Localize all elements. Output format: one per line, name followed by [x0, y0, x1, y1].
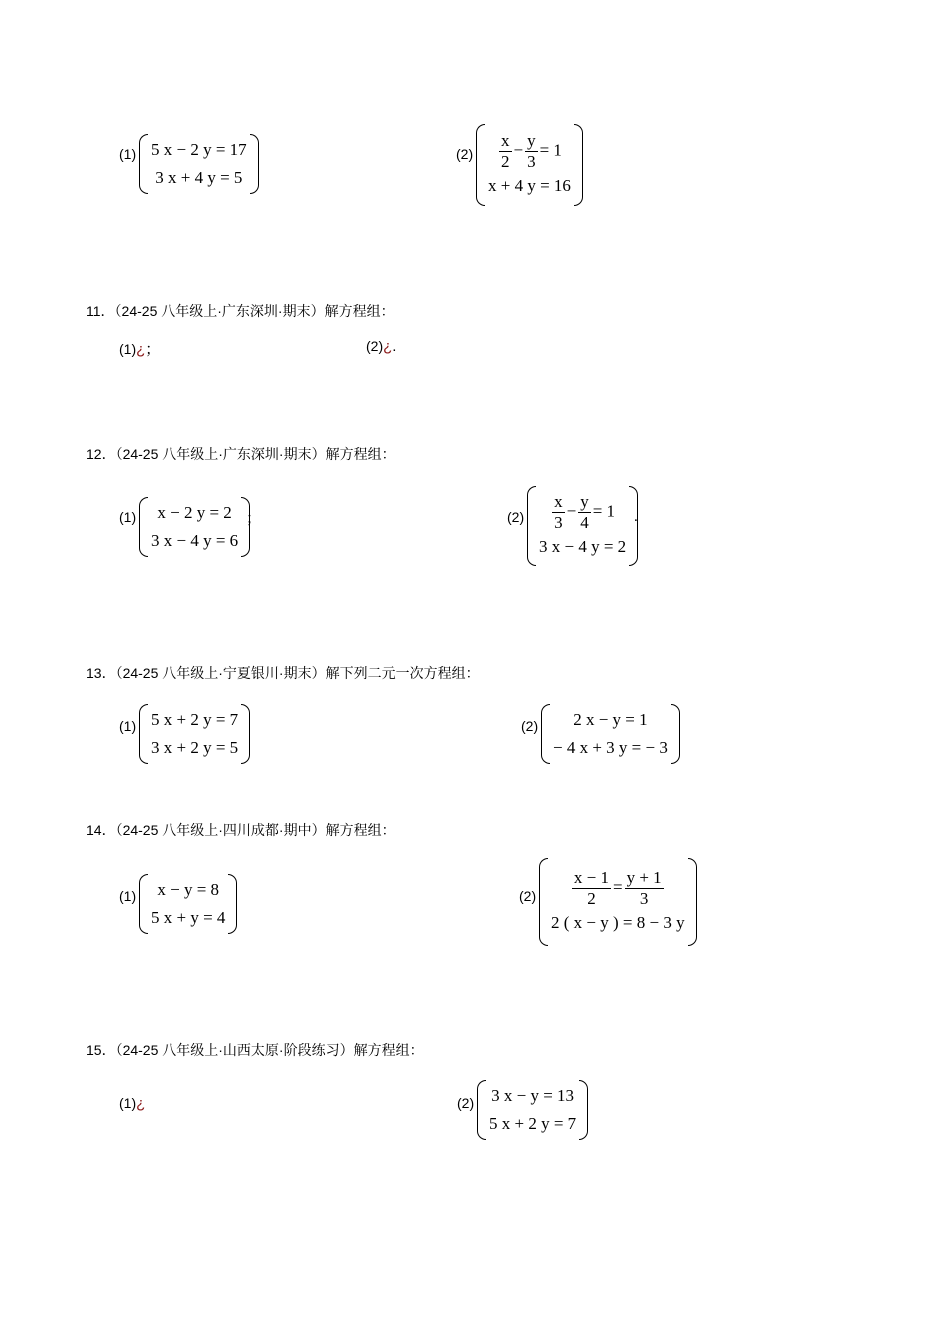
equation: 3 x + 2 y = 5 — [151, 738, 239, 757]
fraction: $\frac{x}{3}$ — [554, 491, 563, 532]
right-paren — [241, 704, 250, 764]
question-text: （24-25 八年级上·广东深圳·期末）解方程组： — [114, 303, 395, 319]
top-part2-label: (2) — [456, 146, 474, 162]
question-text: （24-25 八年级上·宁夏银川·期末）解下列二元一次方程组： — [115, 665, 480, 681]
equation: $\frac{x}{3}$ − $\frac{y}{4}$ = 1 — [554, 491, 616, 532]
equation: 3 x − 4 y = 2 — [539, 536, 627, 556]
question-14-header — [86, 820, 396, 840]
q11-part1: (1)¿； — [119, 341, 161, 358]
q12-part1-system — [139, 497, 250, 557]
equation: 3 x − y = 13 — [491, 1086, 575, 1105]
q15-part2-system — [477, 1080, 588, 1140]
equation: 5 x + 2 y = 7 — [151, 710, 239, 729]
equation: 5 x + y = 4 — [151, 908, 226, 927]
right-paren — [579, 1080, 588, 1140]
top-part2-system — [476, 124, 583, 206]
left-brace — [139, 874, 148, 934]
right-paren — [629, 486, 638, 566]
left-brace — [541, 704, 550, 764]
fraction: $\frac{x}{2}$ — [501, 130, 510, 171]
question-number: 14． — [86, 822, 116, 838]
left-brace — [527, 486, 536, 566]
fraction: $\frac{x - 1}{2}$ — [573, 867, 609, 908]
q13-part2-system — [541, 704, 680, 764]
q14-part1-system — [139, 874, 237, 934]
q15-part1: (1)¿ — [119, 1095, 146, 1112]
right-paren — [250, 134, 259, 194]
equation: x + 4 y = 16 — [488, 175, 571, 195]
question-15-header — [86, 1040, 424, 1060]
right-paren — [574, 124, 583, 206]
equation: 2 x − y = 1 — [573, 710, 648, 729]
fraction: $\frac{y}{4}$ — [580, 491, 589, 532]
q13-part1-system — [139, 704, 250, 764]
left-brace — [139, 704, 148, 764]
equation: $\frac{x - 1}{2}$ = $\frac{y + 1}{3}$ — [573, 867, 662, 908]
top-part1-system — [139, 134, 259, 194]
right-paren — [671, 704, 680, 764]
top-part1-label: (1) — [119, 146, 137, 162]
equation: − 4 x + 3 y = − 3 — [553, 738, 668, 757]
q14-part1-label: (1) — [119, 888, 137, 904]
missing-glyph: ¿ — [383, 338, 393, 355]
question-11-header — [86, 301, 395, 321]
q12-part1-tail: ； — [246, 511, 262, 527]
missing-glyph: ¿ — [136, 1095, 146, 1112]
q12-part2-system — [527, 486, 638, 566]
q13-part2-label: (2) — [521, 718, 539, 734]
equation: x − 2 y = 2 — [157, 503, 232, 522]
equation: $\frac{x}{2}$ − $\frac{y}{3}$ = 1 — [501, 130, 562, 171]
left-brace — [539, 858, 548, 946]
question-text: （24-25 八年级上·四川成都·期中）解方程组： — [115, 822, 396, 838]
left-brace — [139, 134, 148, 194]
q13-part1-label: (1) — [119, 718, 137, 734]
left-brace — [477, 1080, 486, 1140]
equation: 2 ( x − y ) = 8 − 3 y — [551, 912, 685, 932]
fraction: $\frac{y}{3}$ — [527, 130, 536, 171]
q14-part2-label: (2) — [519, 888, 537, 904]
equation: 3 x − 4 y = 6 — [151, 531, 239, 550]
question-number: 13． — [86, 665, 116, 681]
question-text: （24-25 八年级上·广东深圳·期末）解方程组： — [115, 446, 396, 462]
question-number: 12． — [86, 446, 116, 462]
q11-part2: (2)¿. — [366, 338, 397, 355]
right-paren — [228, 874, 237, 934]
question-text: （24-25 八年级上·山西太原·阶段练习）解方程组： — [115, 1042, 424, 1058]
equation: x − y = 8 — [157, 880, 220, 899]
q15-part2-label: (2) — [457, 1095, 475, 1111]
q14-part2-system — [539, 858, 697, 946]
q12-part2-tail: . — [634, 509, 638, 525]
left-brace — [139, 497, 148, 557]
missing-glyph: ¿ — [136, 341, 146, 358]
question-12-header — [86, 444, 396, 464]
equation: 5 x + 2 y = 7 — [489, 1114, 577, 1133]
left-brace — [476, 124, 485, 206]
equation: 3 x + 4 y = 5 — [155, 168, 243, 187]
question-number: 15． — [86, 1042, 116, 1058]
equation: 5 x − 2 y = 17 — [151, 140, 247, 159]
fraction: $\frac{y + 1}{3}$ — [626, 867, 662, 908]
q12-part1-label: (1) — [119, 509, 137, 525]
right-paren — [688, 858, 697, 946]
question-13-header — [86, 663, 480, 683]
q12-part2-label: (2) — [507, 509, 525, 525]
question-number: 11． — [86, 303, 115, 319]
